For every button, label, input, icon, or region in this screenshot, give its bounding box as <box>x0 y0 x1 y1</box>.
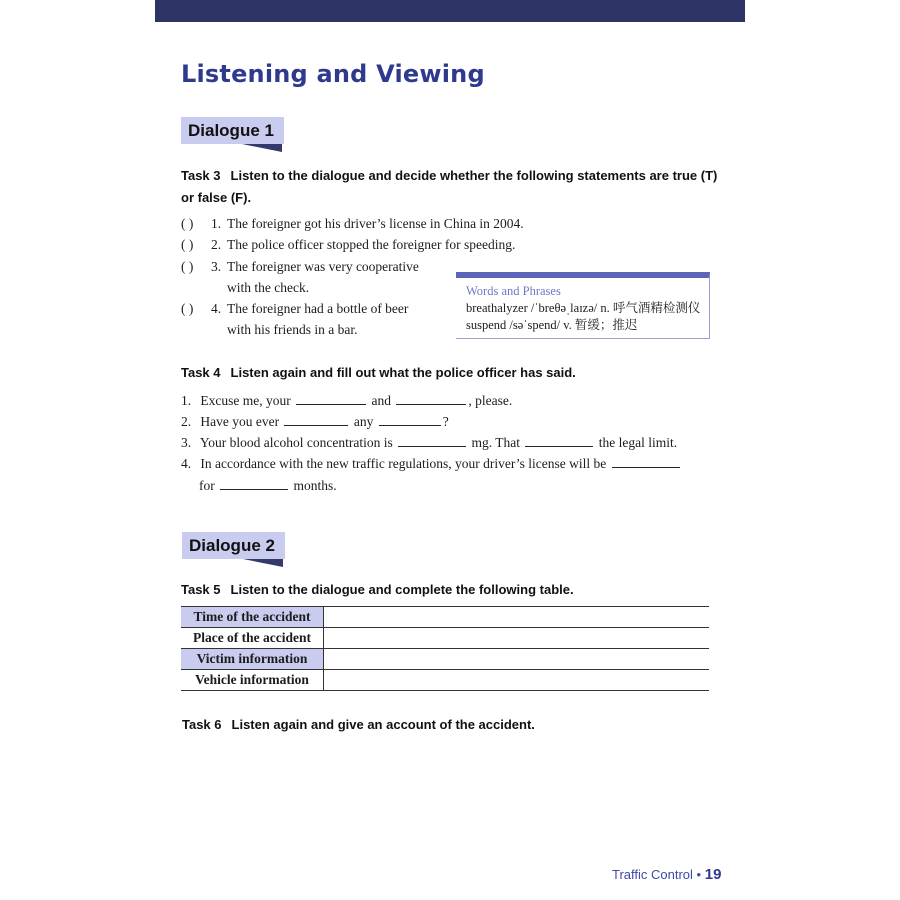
row-label-victim: Victim information <box>181 649 324 670</box>
answer-cell-place[interactable] <box>324 628 710 649</box>
task3-instruction-line2: or false (F). <box>181 190 252 205</box>
footer-separator: • <box>696 867 702 882</box>
dialogue-1-tag: Dialogue 1 <box>181 117 284 144</box>
task6-number: Task 6 <box>182 717 222 732</box>
task6-heading <box>182 714 535 736</box>
words-and-phrases-box <box>456 272 710 339</box>
answer-cell-vehicle[interactable] <box>324 670 710 691</box>
vocab-entry-breathalyzer: breathalyzer /ˈbreθəˌlaɪzə/ n. 呼气酒精检测仪 <box>466 301 701 315</box>
task3-instruction-line1: Listen to the dialogue and decide whether the following statements are true (T) <box>230 168 718 183</box>
answer-parentheses[interactable]: ( ) <box>181 301 194 316</box>
answer-parentheses[interactable]: ( ) <box>181 216 194 231</box>
section-title: Listening and Viewing <box>181 60 485 88</box>
chapter-name: Traffic Control <box>612 867 693 882</box>
tf-item-2: ( ) 2. The police officer stopped the foreigner for speeding. <box>181 235 515 255</box>
task5-instruction: Listen to the dialogue and complete the following table. <box>230 582 574 597</box>
fill-item-4-continued: for months. <box>199 475 337 496</box>
task3-number: Task 3 <box>181 168 221 183</box>
fill-blank[interactable] <box>284 411 348 426</box>
fill-blank[interactable] <box>396 390 466 405</box>
answer-parentheses[interactable]: ( ) <box>181 237 194 252</box>
fill-item-1: 1. Excuse me, your and , please. <box>181 390 512 411</box>
table-row <box>181 607 709 628</box>
row-label-vehicle: Vehicle information <box>181 670 324 691</box>
page-number: 19 <box>704 866 722 883</box>
task4-heading <box>181 362 576 384</box>
task5-number: Task 5 <box>181 582 221 597</box>
task4-instruction: Listen again and fill out what the police officer has said. <box>230 365 576 380</box>
fill-blank[interactable] <box>398 432 466 447</box>
tf-item-3-continued: with the check. <box>227 280 310 295</box>
words-box-title: Words and Phrases <box>466 284 561 298</box>
answer-parentheses[interactable]: ( ) <box>181 259 194 274</box>
fill-item-3: 3. Your blood alcohol concentration is mg. That the legal limit. <box>181 432 677 453</box>
fill-item-4: 4. In accordance with the new traffic regulations, your driver’s license will be <box>181 453 682 474</box>
fill-blank[interactable] <box>296 390 366 405</box>
task5-heading <box>181 579 574 601</box>
answer-cell-victim[interactable] <box>324 649 710 670</box>
row-label-place: Place of the accident <box>181 628 324 649</box>
vocab-entry-suspend: suspend /səˈspend/ v. 暂缓；推迟 <box>466 318 638 332</box>
answer-cell-time[interactable] <box>324 607 710 628</box>
row-label-time: Time of the accident <box>181 607 324 628</box>
fill-blank[interactable] <box>220 475 288 490</box>
table-row <box>181 670 709 691</box>
fill-blank[interactable] <box>612 453 680 468</box>
page-footer <box>612 866 721 883</box>
fill-blank[interactable] <box>525 432 593 447</box>
accident-table <box>181 606 709 691</box>
task4-number: Task 4 <box>181 365 221 380</box>
table-row <box>181 649 709 670</box>
task6-instruction: Listen again and give an account of the accident. <box>231 717 535 732</box>
tf-item-4-continued: with his friends in a bar. <box>227 322 358 337</box>
fill-item-2: 2. Have you ever any ? <box>181 411 449 432</box>
dialogue-2-tag: Dialogue 2 <box>182 532 285 559</box>
tf-item-4: ( ) 4. The foreigner had a bottle of beer <box>181 299 408 319</box>
tf-item-3: ( ) 3. The foreigner was very cooperative <box>181 257 419 277</box>
table-row <box>181 628 709 649</box>
fill-blank[interactable] <box>379 411 441 426</box>
task3-heading <box>181 165 717 209</box>
tf-item-1: ( ) 1. The foreigner got his driver’s license in China in 2004. <box>181 214 524 234</box>
top-color-band <box>155 0 745 22</box>
